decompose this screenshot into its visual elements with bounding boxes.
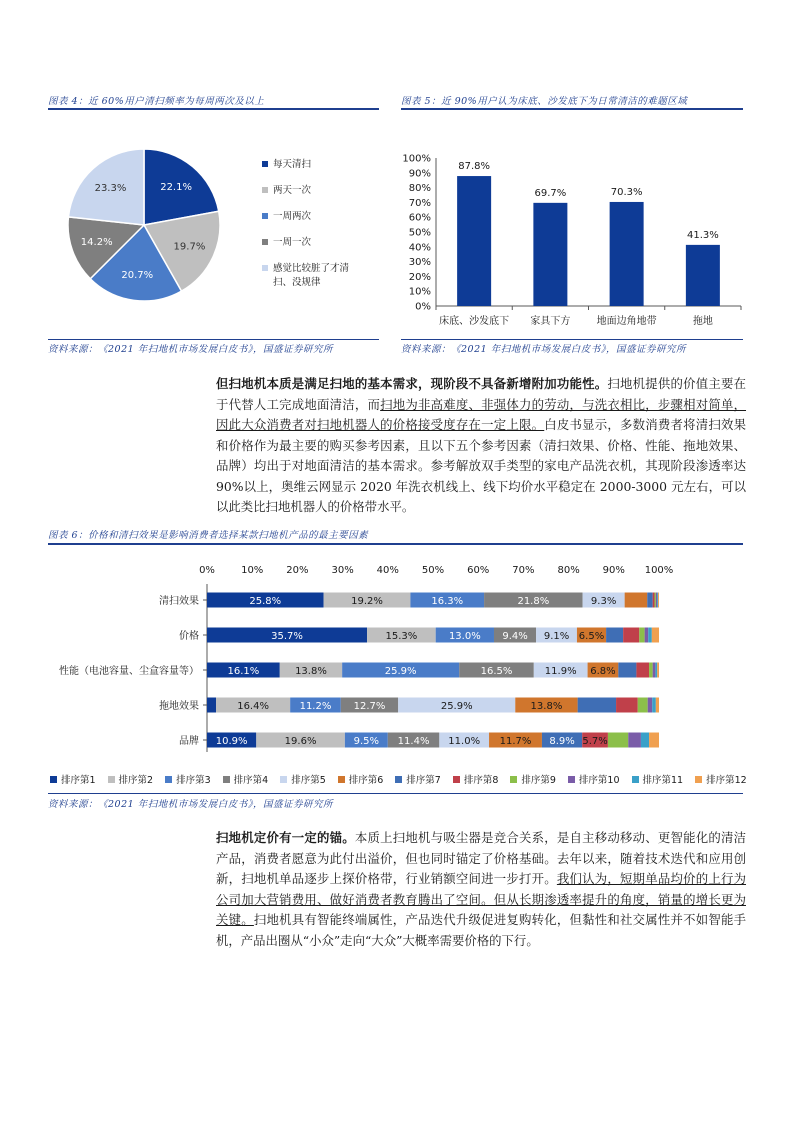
segment-3-6 [578, 698, 616, 713]
segment-label: 11.9% [544, 666, 577, 677]
x-tick-label: 100% [644, 565, 674, 576]
segment-2-10 [655, 663, 657, 678]
fig4-top-rule [48, 108, 379, 110]
fig6-legend-item [165, 772, 211, 786]
segment-label: 6.8% [590, 666, 616, 677]
fig4-source: 资料来源：《2021 年扫地机市场发展白皮书》，国盛证券研究所 [48, 344, 333, 355]
segment-0-6 [647, 593, 652, 608]
x-tick-label: 80% [557, 565, 580, 576]
x-tick-label: 40% [376, 565, 399, 576]
fig6-source: 资料来源：《2021 年扫地机市场发展白皮书》，国盛证券研究所 [48, 799, 333, 810]
legend-swatch [262, 187, 268, 193]
fig5-source: 资料来源：《2021 年扫地机市场发展白皮书》，国盛证券研究所 [401, 344, 686, 355]
segment-0-5 [625, 593, 648, 608]
segment-3-7 [616, 698, 638, 713]
segment-label: 19.2% [351, 596, 383, 607]
fig6-legend-item [695, 772, 747, 786]
segment-3-10 [652, 698, 656, 713]
y-tick-label: 100% [402, 153, 431, 165]
fig6-legend-item [510, 772, 556, 786]
segment-1-7 [623, 628, 639, 643]
legend-label: 排序第8 [463, 775, 499, 786]
y-tick-label: 40% [408, 242, 431, 254]
para2-text-a: 本质上扫地机与吸尘器是竞合关系，是自主移动移动、更智能化的清洁产品，消费者愿意为此付出溢价，但也同时锚定了价格基础。去年以来，随着技术迭代和应用创新，扫地机单品逐步上探价格带，行业销额空间进一步打开。 [216, 830, 747, 886]
segment-label: 9.4% [502, 631, 528, 642]
segment-1-8 [639, 628, 644, 643]
segment-4-11 [649, 733, 659, 748]
legend-swatch [338, 776, 345, 783]
segment-label: 16.3% [431, 596, 464, 607]
x-tick-label: 90% [602, 565, 625, 576]
segment-3-0 [207, 698, 216, 713]
x-tick-label: 0% [199, 565, 215, 576]
fig6-legend-item [453, 772, 499, 786]
segment-label: 11.0% [448, 736, 481, 747]
segment-4-8 [608, 733, 628, 748]
y-tick-label: 60% [408, 212, 431, 224]
x-tick-label: 10% [241, 565, 264, 576]
fig6-legend-item [280, 772, 326, 786]
segment-1-6 [606, 628, 623, 643]
legend-swatch [632, 776, 639, 783]
para2-text-b: 扫地机具有智能终端属性，产品迭代升级促进复购转化，但黏性和社交属性并不如智能手机，产品出圈从“小众”走向“大众”大概率需要价格的下行。 [216, 912, 747, 948]
y-tick-label: 20% [408, 271, 431, 283]
segment-label: 9.1% [543, 631, 570, 642]
legend-swatch [108, 776, 115, 783]
row-label: 性能（电池容量、尘盒容量等） [59, 666, 199, 677]
segment-2-11 [657, 663, 659, 678]
legend-label: 排序第12 [706, 775, 747, 786]
paragraph-price-ceiling [216, 374, 746, 518]
fig6-legend-item [223, 772, 269, 786]
segment-label: 9.3% [590, 596, 617, 607]
x-tick-label: 60% [467, 565, 490, 576]
legend-swatch [280, 776, 287, 783]
fig4-pie-chart [48, 112, 248, 332]
legend-label: 排序第10 [578, 775, 620, 786]
segment-0-10 [657, 593, 658, 608]
fig6-legend-item [50, 772, 96, 786]
fig6-legend-item [338, 772, 384, 786]
x-category-label: 床底、沙发底下 [439, 316, 510, 327]
segment-label: 13.8% [295, 666, 327, 677]
legend-label: 排序第6 [348, 775, 384, 786]
pie-label-3: 14.2% [80, 237, 113, 249]
fig4-caption: 图表 4：近 60%用户清扫频率为每周两次及以上 [48, 96, 265, 107]
segment-2-6 [618, 663, 636, 678]
bar-value-label: 70.3% [610, 186, 643, 198]
legend-swatch [165, 776, 172, 783]
legend-swatch [262, 213, 268, 219]
fig5-bar-chart [396, 140, 746, 340]
bar-value-label: 41.3% [686, 229, 719, 241]
y-tick-label: 0% [415, 301, 431, 313]
segment-0-11 [658, 593, 659, 608]
segment-label: 5.7% [582, 736, 608, 747]
segment-0-7 [653, 593, 655, 608]
segment-4-9 [628, 733, 641, 748]
para1-lead: 但扫地机本质是满足扫地的基本需求，现阶段不具备新增附加功能性。 [216, 376, 608, 391]
segment-label: 13.8% [530, 701, 563, 712]
pie-label-0: 22.1% [160, 181, 192, 193]
segment-1-10 [648, 628, 652, 643]
segment-2-7 [636, 663, 649, 678]
y-tick-label: 90% [408, 168, 431, 180]
legend-swatch [50, 776, 57, 783]
x-tick-label: 70% [512, 565, 535, 576]
segment-0-8 [654, 593, 655, 608]
fig4-legend-item [262, 184, 311, 198]
segment-label: 21.8% [517, 596, 550, 607]
segment-2-9 [653, 663, 656, 678]
para2-lead: 扫地机定价有一定的锚。 [216, 830, 355, 845]
fig6-stacked-bar-chart [0, 556, 793, 756]
fig6-legend-item [395, 772, 441, 786]
row-label: 价格 [179, 631, 199, 642]
legend-label: 一周一次 [273, 237, 312, 248]
legend-swatch [262, 239, 268, 245]
y-tick-label: 10% [408, 286, 431, 298]
legend-label: 每天清扫 [273, 159, 312, 170]
row-label: 拖地效果 [159, 701, 199, 712]
para1-text-a: 扫地机提供的价值主要在于代替人工完成地面清洁，而 [216, 376, 747, 412]
bar-0 [457, 176, 491, 306]
segment-2-8 [649, 663, 653, 678]
y-tick-label: 80% [408, 183, 431, 195]
segment-3-8 [638, 698, 648, 713]
fig6-legend-item [632, 772, 684, 786]
segment-label: 11.4% [397, 736, 430, 747]
segment-label: 9.5% [353, 736, 380, 747]
para1-text-b: 白皮书显示，多数消费者将清扫效果和价格作为最主要的购买参考因素，且以下五个参考因素（清扫效果、价格、性能、拖地效果、品牌）均出于对地面清洁的基本需求。参考解放双手类型的家电产品洗衣机，其现阶段渗透率达 90%以上，奥维云网显示 2020 年洗衣机线上、线下均价水平稳定在 2000-3000 元左右，可以以此类比扫地机器人的价格带水平。 [216, 417, 747, 514]
fig6-legend [50, 772, 750, 786]
x-tick-label: 30% [331, 565, 354, 576]
para1-underlined: 扫地为非高难度、非强体力的劳动，与洗衣相比，步骤相对简单，因此大众消费者对扫地机器人的价格接受度存在一定上限。 [216, 396, 747, 432]
y-tick-label: 50% [408, 227, 431, 239]
para2-underlined: 我们认为，短期单品均价的上行为公司加大营销费用、做好消费者教育腾出了空间。但从长期渗透率提升的角度，销量的增长更为关键。 [216, 871, 747, 927]
row-label: 清扫效果 [159, 596, 199, 607]
row-label: 品牌 [179, 736, 199, 747]
legend-swatch [395, 776, 402, 783]
segment-label: 19.6% [284, 736, 317, 747]
fig5-top-rule [401, 108, 743, 110]
y-tick-label: 30% [408, 257, 431, 269]
legend-label: 排序第4 [233, 775, 269, 786]
segment-label: 16.4% [237, 701, 269, 712]
segment-label: 16.1% [227, 666, 260, 677]
legend-swatch [262, 265, 268, 271]
fig4-bottom-rule [48, 339, 379, 340]
fig4-legend-item [262, 210, 311, 224]
legend-label: 排序第7 [406, 775, 441, 786]
x-category-label: 家具下方 [530, 316, 571, 327]
segment-label: 25.9% [440, 701, 473, 712]
legend-swatch [510, 776, 517, 783]
segment-label: 13.0% [448, 631, 481, 642]
segment-label: 10.9% [215, 736, 248, 747]
segment-label: 35.7% [271, 631, 303, 642]
y-tick-label: 70% [408, 197, 431, 209]
bar-value-label: 69.7% [534, 187, 567, 199]
x-category-label: 拖地 [692, 316, 713, 327]
x-tick-label: 20% [286, 565, 309, 576]
bar-2 [610, 202, 644, 306]
legend-label: 排序第1 [61, 775, 96, 786]
fig6-legend-item [568, 772, 620, 786]
segment-0-9 [656, 593, 657, 608]
fig6-top-rule [48, 543, 743, 545]
legend-label: 排序第2 [118, 775, 154, 786]
pie-label-4: 23.3% [94, 183, 127, 195]
legend-label: 两天一次 [273, 185, 312, 196]
fig5-bottom-rule [401, 339, 743, 340]
legend-label: 排序第3 [176, 775, 211, 786]
paragraph-price-anchor [216, 828, 746, 951]
bar-value-label: 87.8% [458, 161, 491, 173]
legend-swatch [223, 776, 230, 783]
pie-label-2: 20.7% [121, 270, 154, 282]
fig4-legend-item [262, 236, 311, 250]
legend-label: 排序第9 [521, 775, 556, 786]
fig4-legend-item [262, 158, 311, 172]
segment-4-10 [641, 733, 649, 748]
bar-3 [686, 245, 720, 306]
segment-3-11 [656, 698, 659, 713]
legend-label: 感觉比较脏了才清 扫、没规律 [273, 263, 350, 288]
legend-label: 排序第5 [291, 775, 326, 786]
x-category-label: 地面边角地带 [596, 316, 657, 327]
segment-label: 25.8% [249, 596, 282, 607]
segment-label: 11.2% [299, 701, 332, 712]
pie-label-1: 19.7% [173, 241, 206, 253]
fig6-legend-item [108, 772, 154, 786]
segment-label: 12.7% [353, 701, 386, 712]
segment-label: 8.9% [549, 736, 575, 747]
legend-swatch [568, 776, 575, 783]
legend-swatch [262, 161, 268, 167]
fig5-caption: 图表 5：近 90%用户认为床底、沙发底下为日常清洁的难题区域 [401, 96, 688, 107]
legend-swatch [453, 776, 460, 783]
segment-1-11 [652, 628, 659, 643]
x-tick-label: 50% [421, 565, 445, 576]
fig4-legend-item [262, 262, 349, 290]
segment-1-9 [645, 628, 649, 643]
bar-1 [533, 203, 567, 306]
segment-label: 25.9% [384, 666, 417, 677]
segment-label: 11.7% [499, 736, 532, 747]
legend-label: 一周两次 [273, 211, 312, 222]
legend-swatch [695, 776, 702, 783]
segment-label: 6.5% [578, 631, 605, 642]
fig6-bottom-rule [48, 793, 743, 794]
segment-3-9 [648, 698, 653, 713]
segment-label: 16.5% [480, 666, 513, 677]
segment-label: 15.3% [385, 631, 418, 642]
fig6-caption: 图表 6：价格和清扫效果是影响消费者选择某款扫地机产品的最主要因素 [48, 530, 369, 541]
legend-label: 排序第11 [642, 775, 684, 786]
